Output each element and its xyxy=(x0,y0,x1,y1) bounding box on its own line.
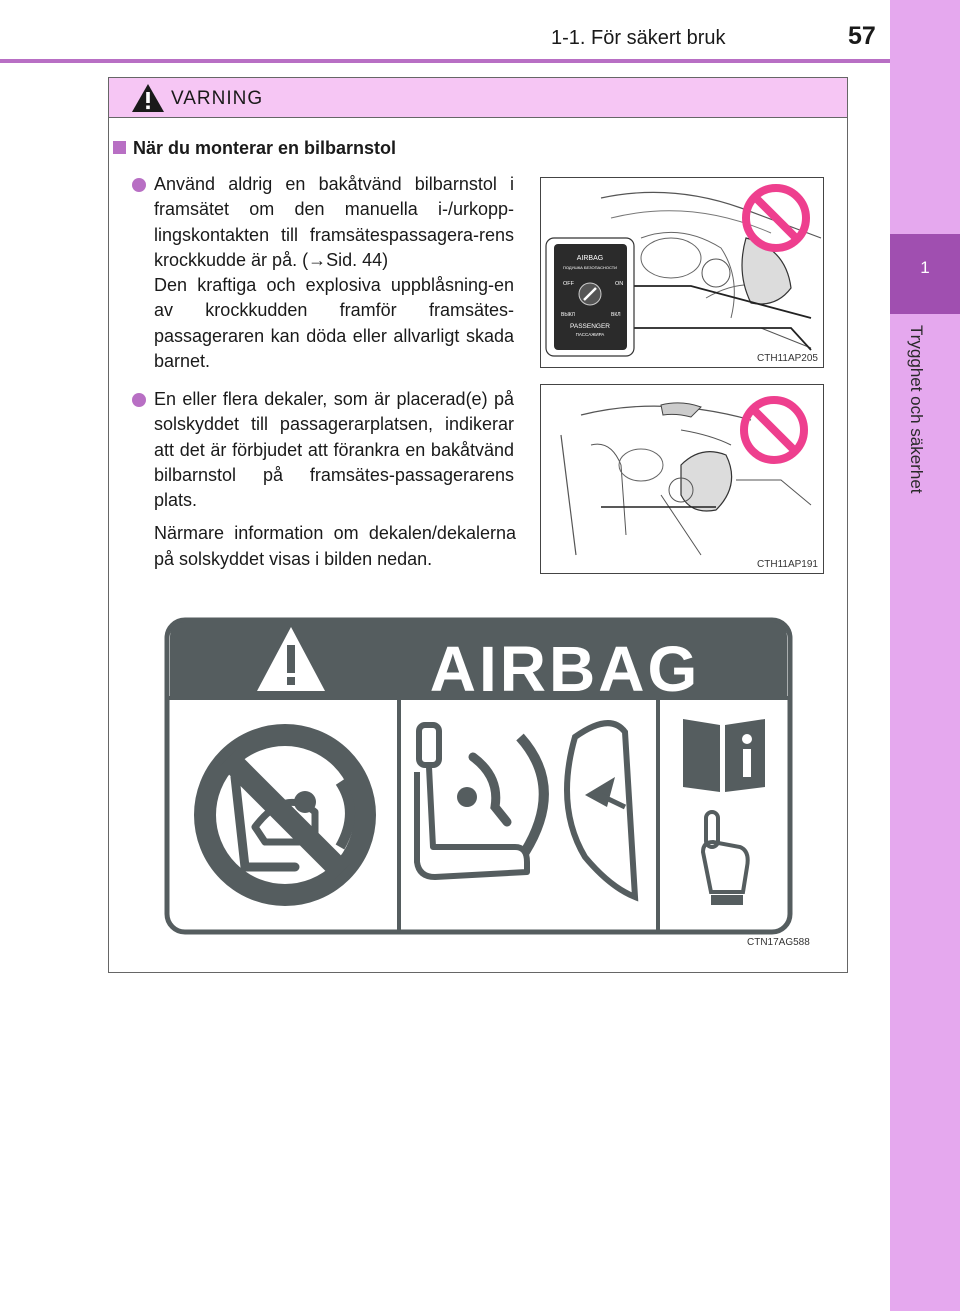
switch-subtitle: ПОДУШКА БЕЗОПАСНОСТИ xyxy=(562,265,618,270)
bullet-icon xyxy=(132,393,146,407)
switch-off-label: OFF xyxy=(563,281,574,287)
bullet-icon xyxy=(132,178,146,192)
switch-on-ru: ВКЛ xyxy=(611,312,621,318)
header-divider xyxy=(0,59,890,63)
bullet-sun-visor-labels xyxy=(154,387,514,572)
figure-code: CTH11AP191 xyxy=(757,559,818,570)
switch-on-label: ON xyxy=(615,281,624,287)
section-title: 1-1. För säkert bruk xyxy=(551,27,726,49)
child-seat-illustration xyxy=(541,385,822,572)
bullet-rear-facing-seat xyxy=(154,172,514,374)
bullet-text: Använd aldrig en bakåtvänd bilbarnstol i framsätet om den manuella i-/urkopp-lingskontakten till framsätespassagera-rens krockkudde är på. (→Sid. 44) xyxy=(154,174,514,270)
prohibition-icon xyxy=(744,400,804,460)
section-heading: När du monterar en bilbarnstol xyxy=(113,138,396,159)
figure-airbag-switch xyxy=(540,177,824,368)
switch-off-ru: ВЫКЛ xyxy=(561,312,575,318)
switch-title: AIRBAG xyxy=(576,255,604,262)
switch-passenger-ru: ПАССАЖИРА xyxy=(575,332,605,337)
chapter-title: Trygghet och säkerhet xyxy=(907,325,926,494)
figure-child-seat-airbag xyxy=(540,384,824,574)
airbag-warning-label xyxy=(155,607,805,947)
bullet-text: En eller flera dekaler, som är placerad(e) på solskyddet till passagerarplatsen, indikerar att det är förbjudet att förankra en bakåtvänd bilbarnstol på framsätes-passagerarens plats. xyxy=(154,389,514,511)
switch-passenger: PASSENGER xyxy=(570,323,610,330)
chapter-sidebar xyxy=(890,0,960,1311)
square-bullet-icon xyxy=(113,141,126,154)
figure-code: CTH11AP205 xyxy=(757,353,818,364)
prohibition-icon xyxy=(746,188,806,248)
chapter-number: 1 xyxy=(920,258,930,277)
bullet-text: Närmare information om dekalen/dekalerna på solskyddet visas i bilden nedan. xyxy=(154,523,516,569)
label-title: AIRBAG xyxy=(429,633,701,705)
warning-header xyxy=(109,78,847,118)
label-figure-code: CTN17AG588 xyxy=(747,937,810,948)
page-number: 57 xyxy=(848,22,876,50)
airbag-switch-illustration xyxy=(541,178,822,366)
bullet-text: Den kraftiga och explosiva uppblåsning-en av krockkudden framför framsätes-passageraren kan döda eller allvarligt skada barnet. xyxy=(154,275,514,372)
warning-triangle-icon xyxy=(131,83,165,113)
warning-label: VARNING xyxy=(171,88,264,109)
